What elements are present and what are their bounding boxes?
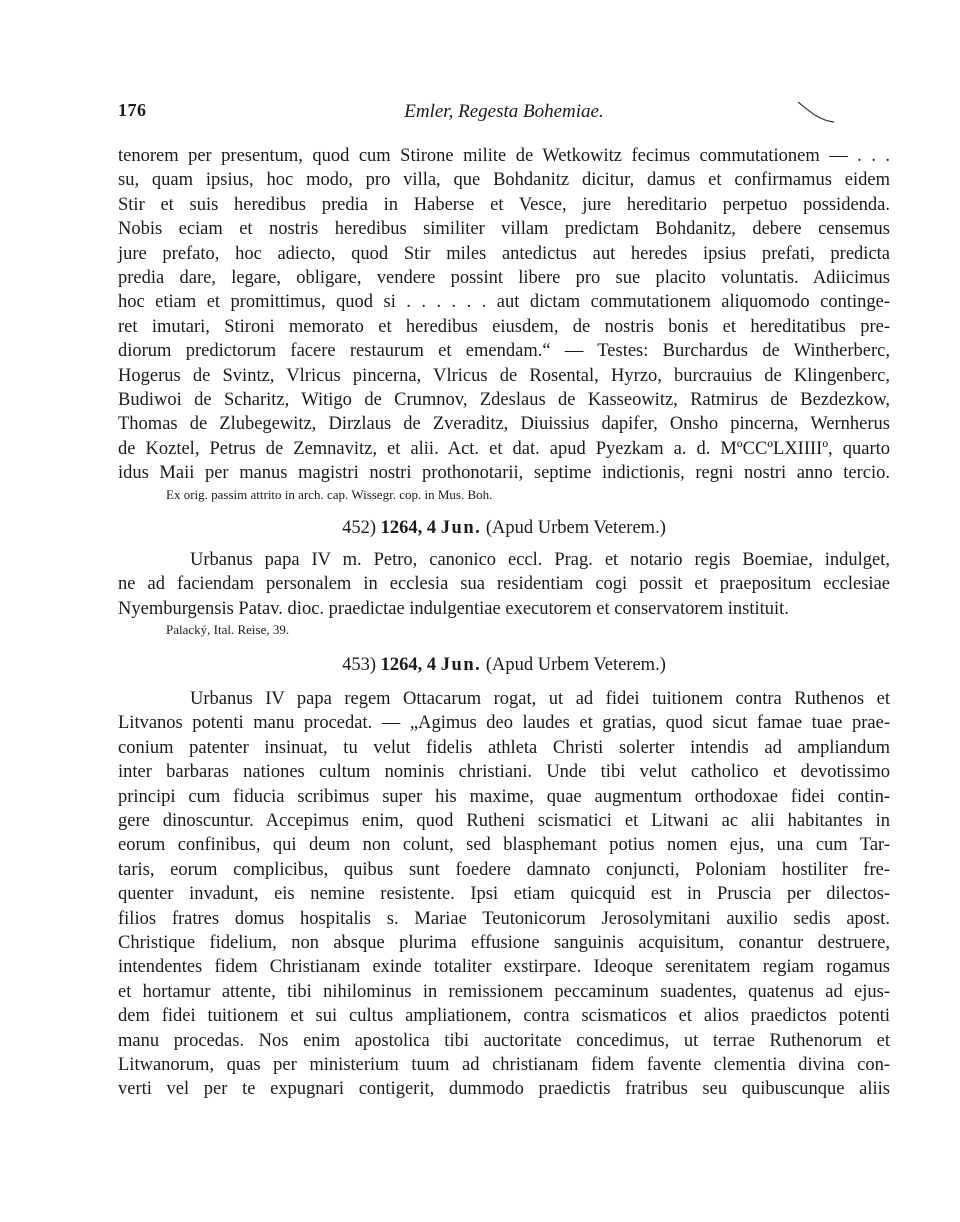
regest-number: 453)	[342, 654, 377, 675]
regest-place: (Apud Urbem Veterem.)	[485, 654, 666, 675]
text-line: ret imutari, Stironi memorato et heredibus eiusdem, de nostris bonis et hereditatibus pre-	[118, 316, 890, 337]
page-header	[118, 100, 890, 130]
text-line: et hortamur attente, tibi nihilominus in remissionem peccaminum suadentes, quatenus ad ejus-	[118, 981, 890, 1002]
text-line: dem fidei tuitionem et sui cultus ampliationem, contra scismaticos et alios praedictos potenti	[118, 1006, 890, 1027]
text-line: idus Maii per manus magistri nostri prothonotarii, septime indictionis, regni nostri anno tercio.	[118, 463, 890, 484]
regest-text-453	[118, 687, 890, 1102]
regest-place: (Apud Urbem Veterem.)	[485, 517, 666, 538]
text-line: Nyemburgensis Patav. dioc. praedictae indulgentiae executorem et conservatorem instituit.	[118, 598, 789, 619]
source-note: Ex orig. passim attrito in arch. cap. Wissegr. cop. in Mus. Boh.	[166, 486, 493, 502]
text-line: predia dare, legare, obligare, vendere possint libere pro sue placito voluntatis. Adiicimus	[118, 268, 890, 289]
document-body	[118, 144, 890, 1102]
text-line: gere dinoscuntur. Accepimus enim, quod Rutheni scismatici et Litwani ac alii habitantes in	[118, 810, 890, 831]
source-note: Palacký, Ital. Reise, 39.	[166, 621, 290, 637]
continuation-text	[118, 144, 890, 486]
regest-number: 452)	[342, 517, 377, 538]
text-line: Hogerus de Svintz, Vlricus pincerna, Vlricus de Rosental, Hyrzo, burcrauius de Klingenberc,	[118, 365, 890, 386]
text-line: Litvanos potenti manu procedat. — „Agimus deo laudes et gratias, quod sicut famae tuae prae-	[118, 713, 890, 734]
text-line: diorum predictorum facere restaurum et emendam.“ — Testes: Burchardus de Wintherberc,	[118, 341, 890, 362]
text-line: tenorem per presentum, quod cum Stirone milite de Wetkowitz fecimus commutationem — . . .	[118, 146, 890, 166]
regest-heading-452	[118, 516, 890, 540]
text-line: principi cum fiducia scribimus super his maxime, quae augmentum orthodoxae fidei contin-	[118, 786, 890, 807]
regest-heading-453	[118, 653, 890, 677]
text-line: Budiwoi de Scharitz, Witigo de Crumnov, Zdeslaus de Kasseowitz, Ratmirus de Bezdezkow,	[118, 390, 890, 411]
pen-stroke-mark	[796, 100, 836, 126]
text-line: filios fratres domus hospitalis s. Mariae Teutonicorum Jerosolymitani auxilio sedis apost.	[118, 908, 890, 929]
page-number: 176	[118, 100, 147, 120]
text-line: Nobis eciam et nostris heredibus similiter villam predictam Bohdanitz, debere censemus	[118, 219, 890, 240]
text-line: inter barbaras nationes cultum nominis christiani. Unde tibi velut catholico et devotissimo	[118, 762, 890, 783]
regest-date: 1264, 4	[380, 654, 437, 675]
text-line: ne ad faciendam personalem in ecclesia sua residentiam cogi possit et praepositum ecclesiae	[118, 574, 890, 595]
text-line: quenter invadunt, eis nemine resistente. Ipsi etiam quicquid est in Pruscia per dilectos-	[118, 884, 890, 905]
regest-month: Jun.	[440, 654, 482, 675]
text-line: Urbanus IV papa regem Ottacarum rogat, ut ad fidei tuitionem contra Ruthenos et	[190, 688, 890, 709]
text-line: Stir et suis heredibus predia in Haberse et Vesce, jure hereditario perpetuo possidenda.	[118, 194, 890, 215]
regest-month: Jun.	[440, 517, 482, 538]
text-line: Thomas de Zlubegewitz, Dirzlaus de Zveraditz, Diuissius dapifer, Onsho pincerna, Wernherus	[118, 414, 890, 435]
text-line: manu procedas. Nos enim apostolica tibi auctoritate concedimus, ut terrae Ruthenorum et	[118, 1030, 890, 1051]
text-line: Urbanus papa IV m. Petro, canonico eccl. Prag. et notario regis Boemiae, indulget,	[190, 549, 890, 570]
text-line: Litwanorum, quas per ministerium tuum ad christianam fidem favente clementia divina con-	[118, 1055, 890, 1075]
text-line: verti vel per te expugnari contigerit, dummodo praedictis fratribus seu quibuscunque aliis	[118, 1079, 890, 1100]
text-line: de Koztel, Petrus de Zemnavitz, et alii. Act. et dat. apud Pyezkam a. d. MºCCºLXIIIIº, quarto	[118, 438, 890, 459]
text-line: Christique fidelium, non absque plurima effusione sanguinis acquisitum, conantur destruere,	[118, 932, 890, 953]
running-title: Emler, Regesta Bohemiae.	[404, 101, 604, 122]
text-line: conium patenter insinuat, tu velut fidelis athleta Christi solerter intendis ad ampliandum	[118, 737, 890, 758]
text-line: jure prefato, hoc adiecto, quod Stir miles antedictus aut heredes ipsius prefati, predicta	[118, 243, 890, 264]
text-line: intendentes fidem Christianam exinde totaliter exstirpare. Ideoque serenitatem regiam rogamus	[118, 957, 890, 978]
regest-text-452	[118, 548, 890, 621]
regest-date: 1264, 4	[380, 517, 437, 538]
text-line: eorum confinibus, qui deum non colunt, sed blasphemant potius nomen ejus, una cum Tar-	[118, 835, 890, 856]
text-line: taris, eorum complicibus, quibus sunt foedere damnato conjuncti, Poloniam hostiliter fre-	[118, 859, 890, 880]
text-line: su, quam ipsius, hoc modo, pro villa, que Bohdanitz dicitur, damus et confirmamus eidem	[118, 170, 890, 191]
text-line: hoc etiam et promittimus, quod si . . . . . . aut dictam commutationem aliquomodo continge-	[118, 292, 890, 313]
